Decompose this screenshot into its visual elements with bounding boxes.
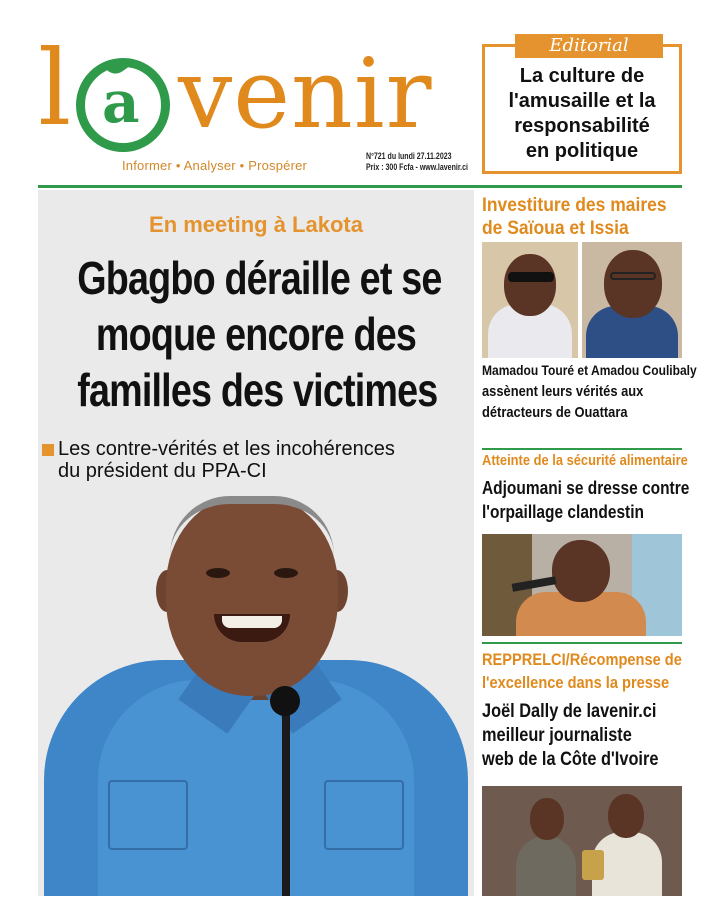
- main-headline: [77, 250, 442, 418]
- sidebar-story3-headline-line: web de la Côte d'Ivoire: [482, 749, 659, 770]
- sidebar-story2-kicker: Atteinte de la sécurité alimentaire: [482, 452, 688, 469]
- main-subhead-line: Les contre-vérités et les incohérences: [58, 438, 395, 460]
- sidebar-story1-photo-right: [582, 242, 682, 358]
- sidebar-story2-photo: [482, 534, 682, 636]
- sidebar-story3-kicker: [482, 648, 682, 694]
- sunglasses-icon: [508, 272, 554, 282]
- editorial-label: Editorial: [515, 34, 663, 58]
- sidebar-divider: [482, 448, 682, 450]
- photo-figure-body: [516, 836, 576, 896]
- masthead: [38, 27, 478, 180]
- sidebar-story1-headline-line: Investiture des maires: [482, 195, 667, 216]
- photo-figure-head: [530, 798, 564, 840]
- photo-hair: [170, 496, 334, 556]
- photo-eye-right: [274, 568, 298, 578]
- sidebar-story2-headline[interactable]: [482, 476, 690, 524]
- sidebar-story1-headline[interactable]: [482, 194, 666, 240]
- editorial-box[interactable]: [482, 35, 682, 174]
- sidebar-story3-headline[interactable]: [482, 700, 659, 772]
- main-subhead: [42, 438, 472, 482]
- sidebar-story1-caption-line: Mamadou Touré et Amadou Coulibaly: [482, 362, 697, 378]
- logo-wordmark: venir: [178, 38, 433, 150]
- editorial-title-line: responsabilité: [514, 115, 650, 137]
- sidebar-story1-headline-line: de Saïoua et Issia: [482, 218, 629, 239]
- sidebar-story1-photo-left: [482, 242, 578, 358]
- main-headline-line: Gbagbo déraille et se: [77, 252, 442, 304]
- photo-teeth: [222, 616, 282, 628]
- editorial-title-line: en politique: [525, 140, 639, 162]
- logo-letter-a: a: [102, 68, 140, 136]
- microphone-icon: [270, 686, 300, 716]
- photo-pocket-left: [108, 780, 188, 850]
- main-headline-line: familles des victimes: [77, 364, 438, 416]
- sidebar-story3-headline-line: Joël Dally de lavenir.ci: [482, 701, 657, 722]
- sidebar-story1-caption-line: assènent leurs vérités aux: [482, 383, 644, 400]
- sidebar-story1-caption-line: détracteurs de Ouattara: [482, 404, 628, 421]
- sidebar-story1-caption: [482, 360, 697, 423]
- sidebar-story3-kicker-line: l'excellence dans la presse: [482, 673, 670, 692]
- editorial-title-line: l'amusaille et la: [508, 90, 656, 112]
- logo-letter-l: l: [38, 27, 72, 149]
- header-divider: [38, 185, 682, 188]
- photo-figure-head: [552, 540, 610, 602]
- editorial-title: [489, 64, 675, 164]
- issue-info: [366, 151, 468, 173]
- main-subhead-line: du président du PPA-CI: [58, 460, 267, 482]
- issue-number-date: N°721 du lundi 27.11.2023: [366, 151, 452, 161]
- at-sign-logo-icon: [76, 58, 170, 152]
- main-story-photo: [38, 490, 474, 896]
- tagline: Informer • Analyser • Prospérer: [122, 158, 308, 173]
- sidebar-divider: [482, 642, 682, 644]
- sidebar-story3-headline-line: meilleur journaliste: [482, 725, 632, 746]
- photo-pocket-right: [324, 780, 404, 850]
- photo-figure-head: [604, 250, 662, 318]
- main-headline-line: moque encore des: [95, 308, 417, 360]
- glasses-icon: [610, 272, 656, 280]
- main-story-kicker: En meeting à Lakota: [149, 212, 363, 237]
- photo-figure-head: [504, 254, 556, 316]
- main-story[interactable]: [38, 190, 474, 896]
- sidebar-story2-headline-line: Adjoumani se dresse contre: [482, 478, 690, 498]
- sidebar-story3-kicker-line: REPPRELCI/Récompense de: [482, 650, 682, 669]
- sidebar-story2-headline-line: l'orpaillage clandestin: [482, 502, 644, 522]
- editorial-title-line: La culture de: [519, 65, 645, 87]
- photo-figure-head: [608, 794, 644, 838]
- photo-eye-left: [206, 568, 230, 578]
- sidebar: [480, 190, 697, 896]
- sidebar-story3-photo: [482, 786, 682, 896]
- orange-square-bullet-icon: [42, 444, 54, 456]
- microphone-stand: [282, 690, 290, 896]
- award-trophy-icon: [582, 850, 604, 880]
- price-website: Prix : 300 Fcfa - www.lavenir.ci: [366, 162, 468, 172]
- newspaper-logo: [38, 27, 478, 156]
